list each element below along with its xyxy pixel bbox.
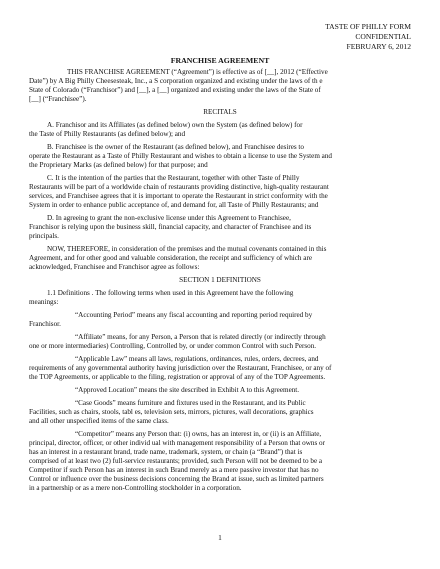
recital-line: System in order to enhance public acceptance of, and demand for, all Taste of Philly Restaurants; and	[29, 201, 319, 209]
preamble-line: State of Colorado (“Franchisor”) and [__], a [__] organized and existing under the laws of the State of	[29, 86, 321, 94]
consideration-line: Agreement, and for other good and valuable consideration, the receipt and sufficiency of which are	[29, 254, 313, 262]
recital-line: C. It is the intention of the parties that the Restaurant, together with other Taste of Philly	[47, 174, 300, 182]
definition-line: Competitor if such Person has an interest in such Brand merely as a mere passive investor that has no	[29, 466, 319, 474]
definition-line: one or more intermediaries) Controlling, Controlled by, or under common Control with such Person.	[29, 342, 317, 350]
recital-line: operate the Restaurant as a Taste of Philly Restaurant and wishes to obtain a license to use the System and	[29, 152, 332, 160]
preamble-line: [__] (“Franchisee”).	[29, 95, 87, 103]
recital-line: B. Franchisee is the owner of the Restaurant (as defined below), and Franchisee desires to	[47, 143, 304, 151]
recital-line: the Taste of Philly Restaurants (as defined below); and	[29, 130, 186, 138]
header-form-name: TASTE OF PHILLY FORM	[325, 22, 411, 31]
definition-line: “Affiliate” means, for any Person, a Person that is related directly (or indirectly through	[75, 333, 326, 341]
recital-line: D. In agreeing to grant the non-exclusive license under this Agreement to Franchisee,	[47, 214, 291, 222]
definition-line: comprised of at least two (2) full-service restaurants; provided, such Person will not be deemed to be a	[29, 457, 323, 465]
definition-line: Control or influence over the business decisions concerning the Brand at issue, such as limited partners	[29, 475, 324, 483]
recital-line: Franchisor is relying upon the business skill, financial capacity, and character of Franchisee and its	[29, 223, 312, 231]
definition-line: principal, director, officer, or other individ ual with management responsibility of a Person that owns or	[29, 439, 325, 447]
consideration-line: acknowledged, Franchisee and Franchisor agree as follows:	[29, 263, 200, 271]
definition-line: has an interest in a restaurant brand, trade name, trademark, system, or chain (a “Brand”) that is	[29, 448, 303, 456]
recital-line: the Proprietary Marks (as defined below) for that purpose; and	[29, 161, 208, 169]
definition-line: requirements of any governmental authority having jurisdiction over the Restaurant, Franchisee, or any of	[29, 364, 332, 372]
page-number: 1	[218, 533, 222, 542]
consideration-line: NOW, THEREFORE, in consideration of the premises and the mutual covenants contained in this	[47, 245, 327, 253]
document-title: FRANCHISE AGREEMENT	[170, 56, 270, 65]
definition-line: “Accounting Period” means any fiscal accounting and reporting period required by	[75, 311, 313, 319]
definition-line: and all other unspecified items of the same class.	[29, 417, 169, 425]
header-date: FEBRUARY 6, 2012	[346, 42, 411, 51]
definitions-intro-line: meanings:	[29, 298, 59, 306]
definition-line: in a partnership or as a mere non-Controlling stockholder in a corporation.	[29, 484, 242, 492]
definition-line: “Approved Location” means the site described in Exhibit A to this Agreement.	[75, 386, 300, 394]
definition-line: “Competitor” means any Person that: (i) owns, has an interest in, or (ii) is an Affiliate,	[75, 430, 322, 438]
header-confidential: CONFIDENTIAL	[355, 32, 411, 41]
recital-line: principals.	[29, 232, 59, 240]
recital-line: A. Franchisor and its Affiliates (as defined below) own the System (as defined below) for	[47, 121, 303, 129]
preamble-line: Date”) by A Big Philly Cheesesteak, Inc., a S corporation organized and existing under the laws of th e	[29, 77, 323, 85]
definition-line: “Case Goods” means furniture and fixtures used in the Restaurant, and its Public	[75, 399, 306, 407]
definition-line: “Applicable Law” means all laws, regulations, ordinances, rules, orders, decrees, and	[75, 355, 319, 363]
definition-line: Facilities, such as chairs, stools, tabl es, television sets, mirrors, pictures, wall decorations, graphics	[29, 408, 314, 416]
definition-line: the TOP Agreements, or applicable to the filing, registration or approval of any of the TOP Agreements.	[29, 373, 326, 381]
recitals-heading: RECITALS	[203, 108, 237, 116]
definition-line: Franchisor.	[29, 320, 61, 328]
section-heading: SECTION 1 DEFINITIONS	[179, 276, 261, 284]
preamble-line: THIS FRANCHISE AGREEMENT (“Agreement”) is effective as of [__], 2012 (“Effective	[67, 68, 328, 76]
recital-line: Restaurants will be part of a worldwide chain of restaurants providing distinctive, high-quality restaurant	[29, 183, 329, 191]
definitions-intro-line: 1.1 Definitions . The following terms when used in this Agreement have the following	[47, 289, 294, 297]
recital-line: services, and Franchisee agrees that it is important to operate the Restaurant in strict conformity with the	[29, 192, 328, 200]
